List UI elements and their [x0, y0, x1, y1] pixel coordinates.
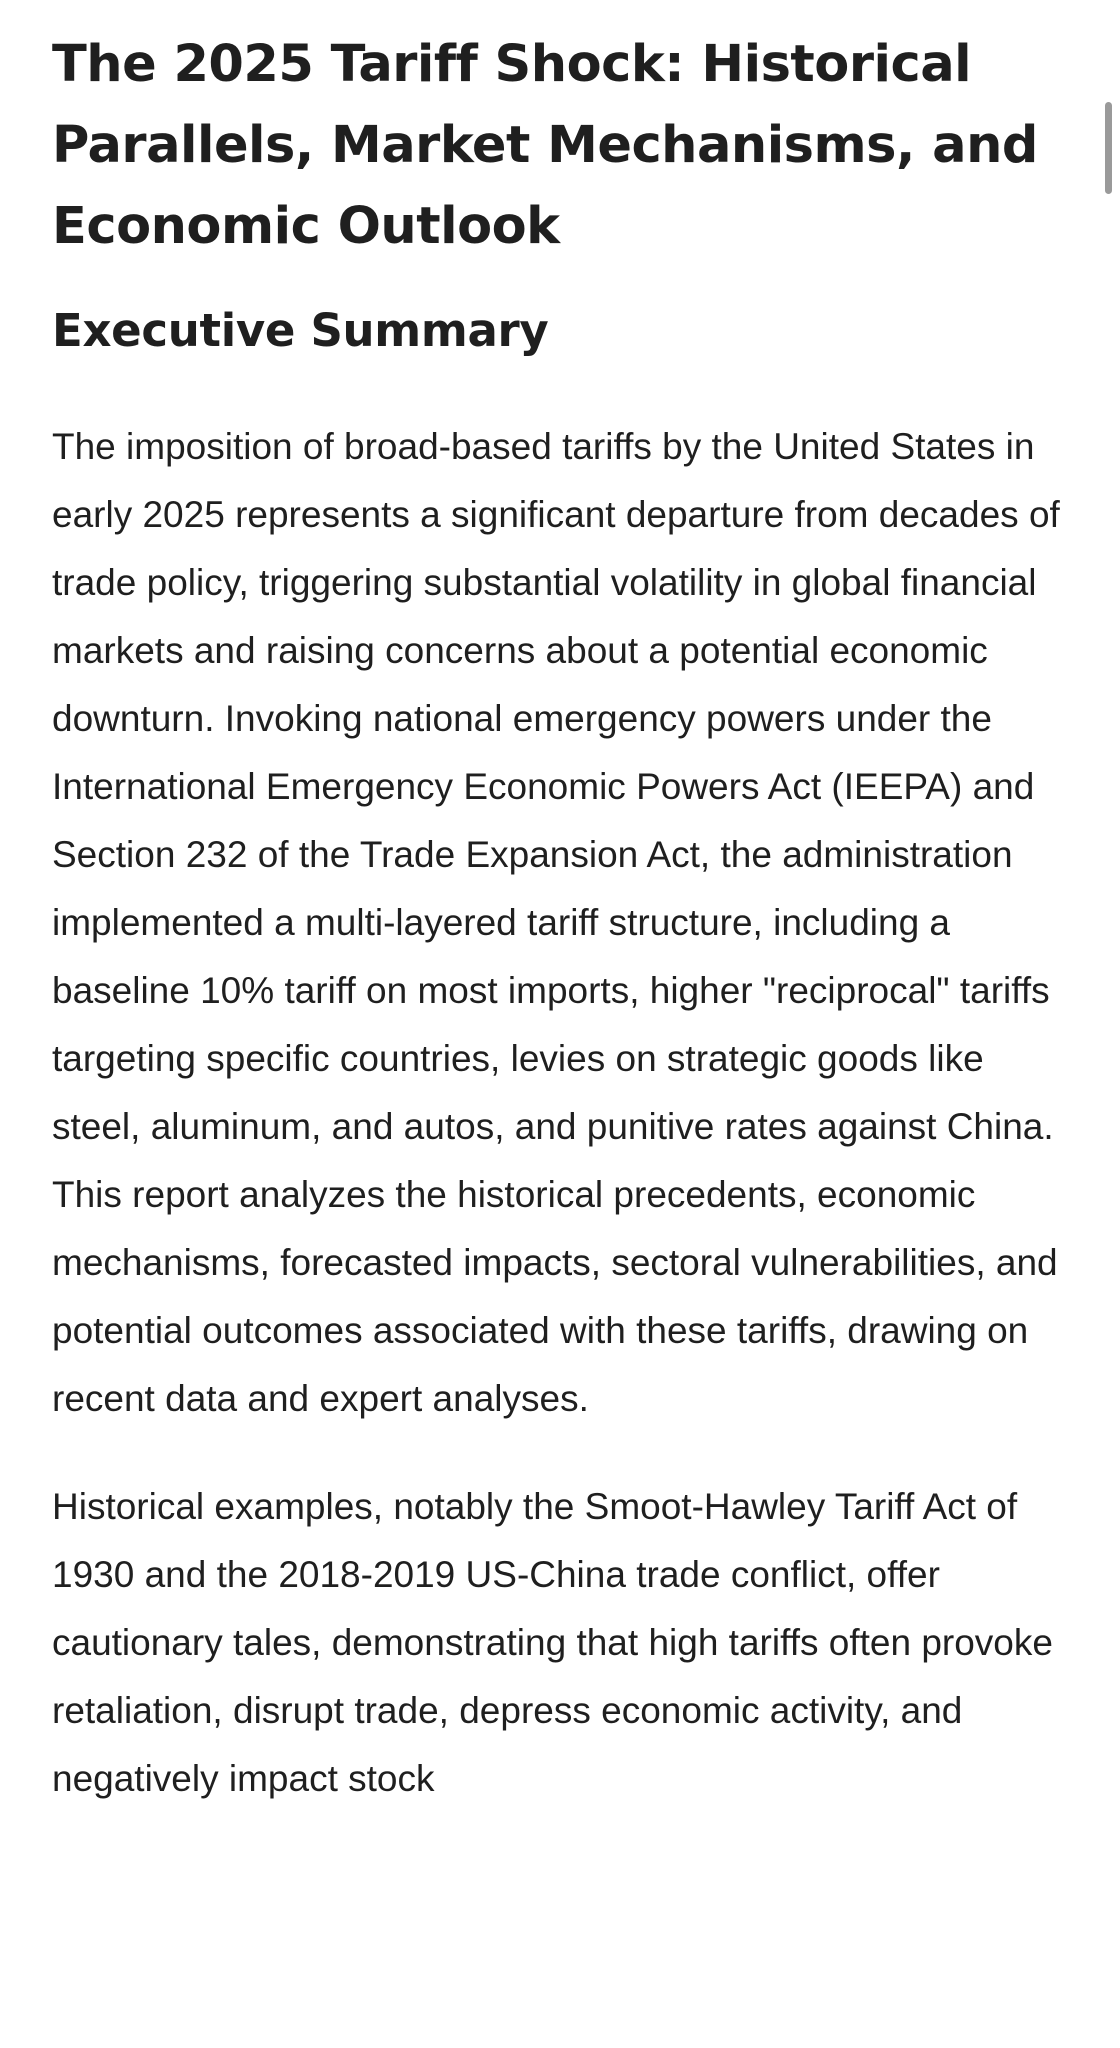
scrollbar-thumb[interactable] — [1105, 102, 1112, 194]
document-title: The 2025 Tariff Shock: Historical Parallels, Market Mechanisms, and Economic Outlook — [52, 35, 1038, 256]
paragraph-2: Historical examples, notably the Smoot-Hawley Tariff Act of 1930 and the 2018-2019 US-China trade conflict, offer cautionary tales, demonstrating that high tariffs often provoke retaliation, disrupt trade, depress economic activity, and negatively impact stock — [52, 1486, 1053, 1799]
paragraph-1: The imposition of broad-based tariffs by the United States in early 2025 represents a significant departure from decades of trade policy, triggering substantial volatility in global financial markets and raising concerns about a potential economic downturn. Invoking national emergency powers under the International Emergency Economic Powers Act (IEEPA) and Section 232 of the Trade Expansion Act, the administration implemented a multi-layered tariff structure, including a baseline 10% tariff on most imports, higher "reciprocal" tariffs targeting specific countries, levies on strategic goods like steel, aluminum, and autos, and punitive rates against China. This report analyzes the historical precedents, economic mechanisms, forecasted impacts, sectoral vulnerabilities, and potential outcomes associated with these tariffs, drawing on recent data and expert analyses. — [52, 426, 1060, 1419]
section-heading-executive-summary: Executive Summary — [52, 304, 549, 357]
document-body — [52, 24, 1072, 1813]
